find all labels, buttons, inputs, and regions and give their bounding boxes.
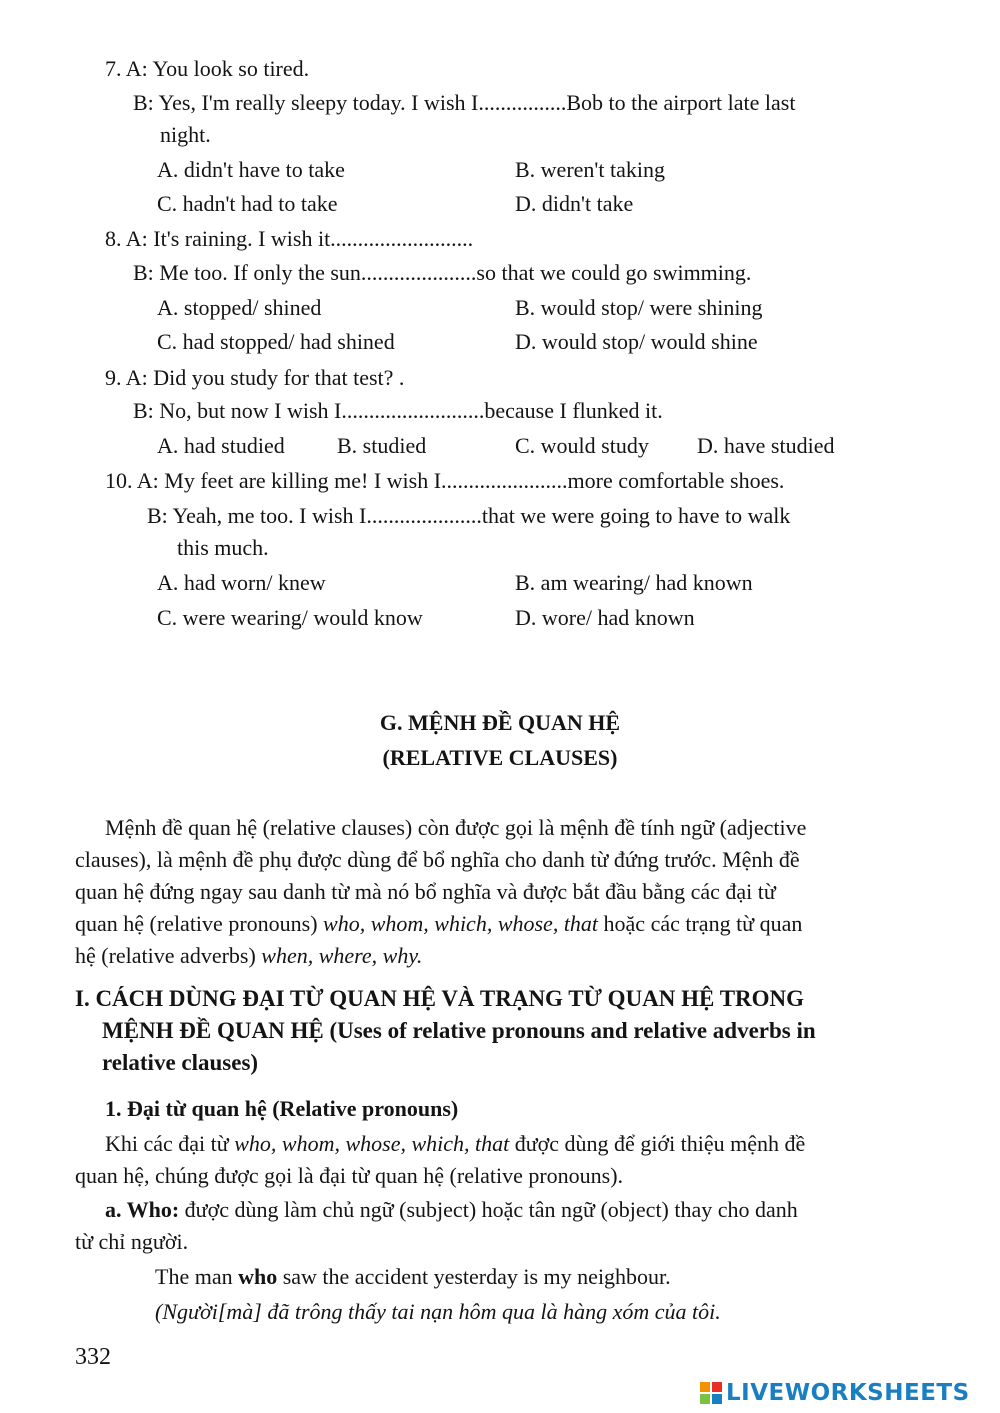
q7-prompt-a: 7. A: You look so tired.: [105, 56, 310, 81]
q7-option-a[interactable]: A. didn't have to take: [157, 157, 345, 182]
section-title: G. MỆNH ĐỀ QUAN HỆ: [379, 710, 621, 735]
intro-line-4-text: quan hệ (relative pronouns): [75, 911, 324, 936]
q7-prompt-b: B: Yes, I'm really sleepy today. I wish I................Bob to the airport late last: [133, 90, 796, 115]
q8-option-d[interactable]: D. would stop/ would shine: [515, 329, 758, 354]
pronoun-list: who, whom, whose, which, that: [234, 1131, 510, 1156]
sub1-line-2: quan hệ, chúng được gọi là đại từ quan hệ (relative pronouns).: [75, 1163, 624, 1188]
q7-option-b[interactable]: B. weren't taking: [515, 157, 665, 182]
who-example-tail: saw the accident yesterday is my neighbour.: [277, 1264, 671, 1289]
intro-line-5-text: hệ (relative adverbs): [75, 943, 262, 968]
relative-pronoun-list: who, whom, which, whose, that: [323, 911, 599, 936]
section-subtitle: (RELATIVE CLAUSES): [382, 745, 618, 770]
q7-prompt-b-cont: night.: [160, 122, 211, 147]
liveworksheets-logo[interactable]: [700, 1378, 970, 1408]
intro-line-5: [75, 939, 422, 973]
subheading-relative-pronouns: 1. Đại từ quan hệ (Relative pronouns): [105, 1096, 459, 1121]
who-example-keyword: who: [238, 1264, 278, 1289]
intro-line-1: Mệnh đề quan hệ (relative clauses) còn được gọi là mệnh đề tính ngữ (adjective: [105, 815, 807, 840]
q9-option-a[interactable]: A. had studied: [157, 433, 285, 458]
intro-line-4-tail: hoặc các trạng từ quan: [598, 911, 803, 936]
sub1-line-1-tail: được dùng để giới thiệu mệnh đề: [509, 1131, 806, 1156]
q8-option-a[interactable]: A. stopped/ shined: [157, 295, 322, 320]
q8-option-b[interactable]: B. would stop/ were shining: [515, 295, 763, 320]
q9-option-c[interactable]: C. would study: [515, 433, 649, 458]
q10-prompt-b: B: Yeah, me too. I wish I.....................that we were going to have to walk: [147, 503, 791, 528]
who-label: a. Who:: [105, 1197, 180, 1222]
q10-option-a[interactable]: A. had worn/ knew: [157, 570, 326, 595]
sub1-line-1: [105, 1127, 805, 1161]
q9-option-b[interactable]: B. studied: [337, 433, 427, 458]
heading-1-line-3: relative clauses): [102, 1050, 259, 1075]
page-number: 332: [75, 1344, 111, 1370]
q10-prompt-b-cont: this much.: [177, 535, 269, 560]
liveworksheets-logo-text: LIVEWORKSHEETS: [726, 1380, 970, 1406]
q7-option-d[interactable]: D. didn't take: [515, 191, 634, 216]
q10-option-b[interactable]: B. am wearing/ had known: [515, 570, 753, 595]
intro-line-4: [75, 907, 802, 941]
q7-option-c[interactable]: C. hadn't had to take: [157, 191, 338, 216]
q10-option-d[interactable]: D. wore/ had known: [515, 605, 695, 630]
who-example-text: The man: [155, 1264, 239, 1289]
q9-prompt-a: 9. A: Did you study for that test? .: [105, 365, 405, 390]
q8-option-c[interactable]: C. had stopped/ had shined: [157, 329, 395, 354]
relative-adverb-list: when, where, why.: [261, 943, 423, 968]
intro-line-2: clauses), là mệnh đề phụ được dùng để bổ nghĩa cho danh từ đứng trước. Mệnh đề: [75, 847, 800, 872]
heading-1-line-1: I. CÁCH DÙNG ĐẠI TỪ QUAN HỆ VÀ TRẠNG TỪ QUAN HỆ TRONG: [75, 986, 805, 1011]
who-example: [155, 1260, 671, 1294]
q8-prompt-b: B: Me too. If only the sun.....................so that we could go swimming.: [133, 260, 752, 285]
who-definition: [105, 1193, 798, 1227]
q8-prompt-a: 8. A: It's raining. I wish it..........................: [105, 226, 474, 251]
who-example-translation: (Người[mà] đã trông thấy tai nạn hôm qua là hàng xóm của tôi.: [155, 1299, 721, 1324]
q9-prompt-b: B: No, but now I wish I..........................because I flunked it.: [133, 398, 663, 423]
q9-option-d[interactable]: D. have studied: [697, 433, 835, 458]
q10-option-c[interactable]: C. were wearing/ would know: [157, 605, 423, 630]
heading-1-line-2: MỆNH ĐỀ QUAN HỆ (Uses of relative pronouns and relative adverbs in: [102, 1018, 816, 1043]
sub1-line-1-text: Khi các đại từ: [105, 1131, 235, 1156]
who-definition-cont: từ chỉ người.: [75, 1229, 189, 1254]
who-definition-text: được dùng làm chủ ngữ (subject) hoặc tân ngữ (object) thay cho danh: [179, 1197, 798, 1222]
q10-prompt-a: 10. A: My feet are killing me! I wish I.......................more comfortable shoes.: [105, 468, 785, 493]
intro-line-3: quan hệ đứng ngay sau danh từ mà nó bổ nghĩa và được bắt đầu bằng các đại từ: [75, 879, 776, 904]
liveworksheets-logo-icon: [700, 1382, 722, 1404]
